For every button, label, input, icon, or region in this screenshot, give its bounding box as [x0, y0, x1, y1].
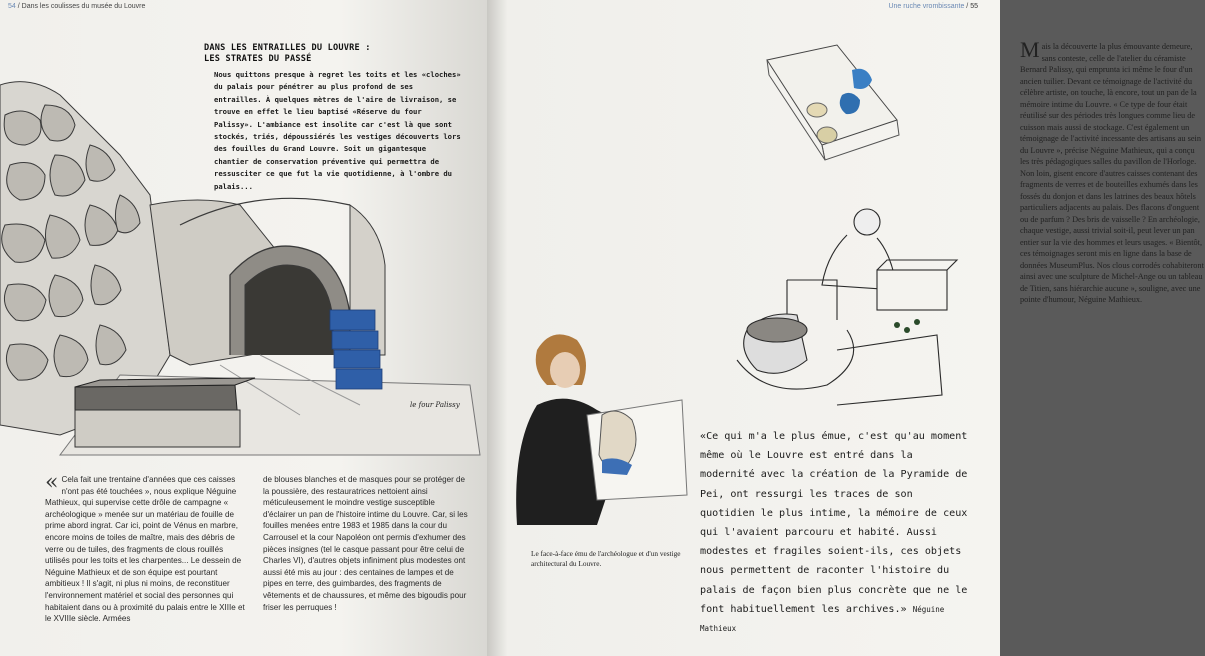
- page-number-right: 55: [970, 3, 978, 10]
- left-column-1: [45, 470, 250, 625]
- heading-line-2: LES STRATES DU PASSÉ: [204, 54, 312, 64]
- running-head-left: 54 / Dans les coulisses du musée du Louvre: [8, 3, 146, 10]
- tray-illustration: [757, 40, 907, 190]
- running-head-title-left: Dans les coulisses du musée du Louvre: [21, 3, 146, 10]
- pull-quote-text: «Ce qui m'a le plus émue, c'est qu'au moment même où le Louvre est entré dans la modernité avec la création de la Pyramide de Pei, ont ressurgi les traces de son quotidien le plus intime, la mémoire de ceux qui l'avaient parcouru et habité. Aussi modestes et fragiles soient-ils, ces objets nous permettent de raconter l'histoire du palais de façon bien plus concrète que ne le font habituellement les archives.»: [700, 431, 968, 615]
- restorer-illustration: [727, 200, 997, 410]
- right-column: [1020, 37, 1205, 306]
- right-page: [487, 0, 1204, 656]
- running-head-right: Une ruche vrombissante / 55: [888, 3, 978, 10]
- illustration-label: le four Palissy: [410, 401, 460, 409]
- pull-quote: [700, 427, 972, 638]
- drop-cap: M: [1020, 37, 1040, 62]
- right-column-text: ais la découverte la plus émouvante demeure, sans conteste, celle de l'atelier du céramiste Bernard Palissy, qui emprunta ici même le four d'un ancien tuilier. Devant ce témoignage de l'activité du célèbre artiste, on touche, là encore, tout un pan de la mémoire intime du Louvre. « Ce type de four était réutilisé sur des périodes très longues comme lieu de cuisson mais aussi de stockage. C'est également un témoignage de l'activité incessante des artisans au sein du Louvre », précise Néguine Mathieux, qui a conçu les très pédagogiques salles du pavillon de l'Horloge. Non loin, gisent encore d'autres caisses contenant des fragments de verres et de bouteilles exhumés dans les fossés du donjon et dans les latrines des beaux hôtels particuliers adjacents au palais. Des flacons d'onguent ou de parfum ? Des bris de vaisselle ? En archéologie, chaque vestige, aussi trivial soit-il, peut lever un pan entier sur la vie des hommes et leurs usages. « Bientôt, ces témoignages seront mis en ligne dans la base de données MuseumPlus. Nos clous corrodés cohabiteront ainsi avec une sculpture de Michel-Ange ou un tableau de Titien, sans hiérarchie aucune », souligne, avec une pointe d'humour, Néguine Mathieux.: [1020, 42, 1204, 304]
- drop-quote: «: [45, 470, 59, 495]
- left-column-2: de blouses blanches et de masques pour se protéger de la poussière, des restauratrices nettoient ainsi méticuleusement le moindre vestige susceptible d'éclairer un pan de l'histoire intime du Louvre. Car, si les fouilles menées entre 1983 et 1985 dans la cour du Carrousel et la cour Napoléon ont permis d'exhumer des pièces insignes (tel le casque passant pour être celui de Charles VI), d'autres objets infiniment plus modestes ont aussi été mis au jour : des centaines de lampes et de pipes en terre, des guimbardes, des fragments de vêtements et de chaussures, et même des bigoudis pour friser les perruques !: [263, 475, 468, 612]
- image-caption: Le face-à-face ému de l'archéologue et d'un vestige architectural du Louvre.: [531, 549, 681, 568]
- archaeologist-illustration: [507, 325, 697, 545]
- heading-line-1: DANS LES ENTRAILLES DU LOUVRE :: [204, 43, 371, 53]
- column-1-text: Cela fait une trentaine d'années que ces caisses n'ont pas été touchées », nous explique Néguine Mathieux, qui supervise cette drôle de campagne « archéologique » menée sur un matériau de fouille de prime abord ingrat. Car ici, point de Vénus en marbre, encore moins de toiles de maître, mais des débris de verre ou de tuiles, des fragments de clous rouillés utilisés pour les toits et les charpentes... Le dessein de Néguine Mathieux et de son équipe est pourtant ambitieux ! Il s'agit, ni plus ni moins, de reconstituer l'environnement matériel et social des personnes qui habitaient dans ou à proximité du palais entre le XIIIe et le XVIIIe siècle. Armées: [45, 475, 245, 624]
- section-heading: [204, 43, 454, 65]
- page-number-left: 54: [8, 3, 16, 10]
- running-head-title-right: Une ruche vrombissante: [888, 3, 965, 10]
- pull-quote-author: Néguine Mathieux: [700, 604, 945, 634]
- left-page: [0, 0, 487, 656]
- intro-paragraph: Nous quittons presque à regret les toits et les «cloches» du palais pour pénétrer au plus profond de ses entrailles. À quelques mètres de l'aire de livraison, se trouve en effet le lieu baptisé «Réserve du four Palissy». L'ambiance est insolite car c'est là que sont stockés, triés, dépoussiérés les vestiges découverts lors des fouilles du Grand Louvre. Soit un gigantesque chantier de conservation préventive qui permettra de ressusciter ce que fut la vie quotidienne, à l'ombre du palais...: [214, 70, 461, 191]
